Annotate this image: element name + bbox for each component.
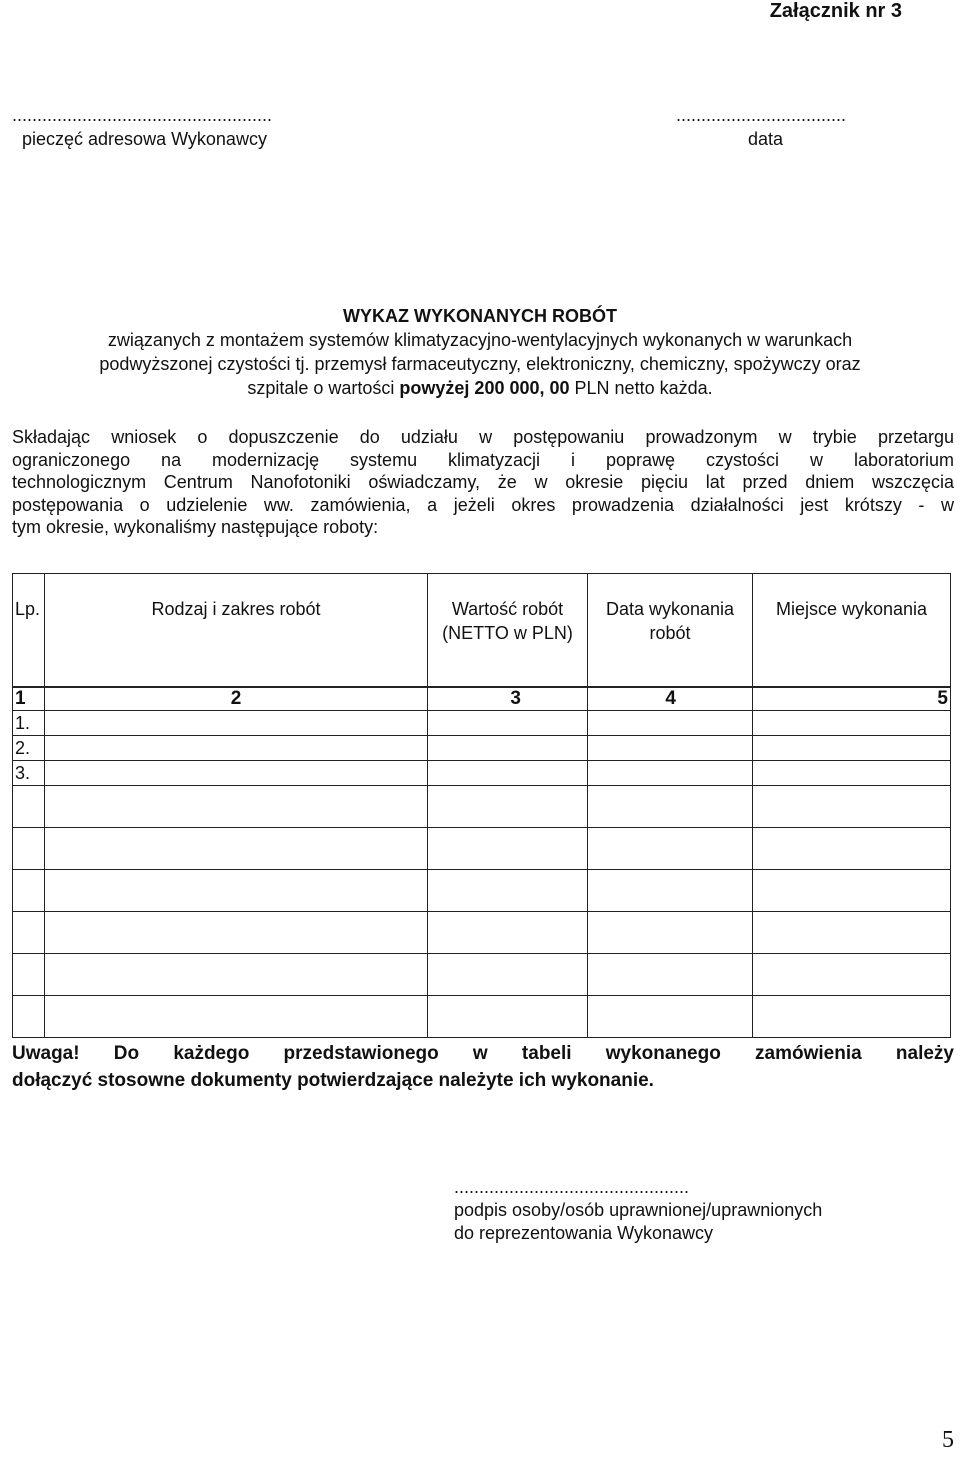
statement-line: ograniczonego na modernizację systemu klimatyzacji i poprawę czystości w laboratorium [12,449,954,470]
table-cell[interactable] [588,736,753,761]
statement-line: tym okresie, wykonaliśmy następujące roboty: [12,517,379,537]
works-table [12,573,951,1038]
table-cell[interactable] [428,912,588,954]
statement-paragraph [12,426,954,539]
statement-line: Składając wniosek o dopuszczenie do udziału w postępowaniu prowadzonym w trybie przetargu [12,427,954,447]
table-cell[interactable] [45,996,428,1038]
title-line-4-c: PLN netto każda. [569,378,713,398]
table-row [13,786,951,828]
table-row [13,912,951,954]
table-cell[interactable] [45,912,428,954]
stamp-dotted-line: .................................................... [12,105,273,125]
document-title: WYKAZ WYKONANYCH ROBÓT [343,306,617,326]
table-cell[interactable] [428,761,588,786]
row-index: 3. [13,761,45,786]
table-cell[interactable] [13,996,45,1038]
column-number: 2 [45,687,428,711]
row-index: 2. [13,736,45,761]
table-cell[interactable] [753,996,951,1038]
header-date: Data wykonania robót [588,574,753,688]
table-cell[interactable] [45,786,428,828]
warning-line: Uwaga! Do każdego przedstawionego w tabeli wykonanego zamówienia należy [12,1043,954,1064]
table-cell[interactable] [588,912,753,954]
table-row [13,736,951,761]
table-row [13,761,951,786]
table-cell[interactable] [753,736,951,761]
column-number: 5 [753,687,951,711]
table-cell[interactable] [588,828,753,870]
table-cell[interactable] [45,736,428,761]
table-cell[interactable] [13,828,45,870]
table-cell[interactable] [753,954,951,996]
column-number: 3 [428,687,588,711]
table-cell[interactable] [428,954,588,996]
table-cell[interactable] [753,912,951,954]
table-cell[interactable] [45,711,428,736]
table-row [13,954,951,996]
table-cell[interactable] [753,870,951,912]
table-cell[interactable] [588,711,753,736]
row-index: 1. [13,711,45,736]
annex-label: Załącznik nr 3 [769,0,902,22]
table-cell[interactable] [428,711,588,736]
header-type: Rodzaj i zakres robót [45,574,428,688]
signature-label-2: do reprezentowania Wykonawcy [454,1223,713,1243]
table-cell[interactable] [588,761,753,786]
table-cell[interactable] [13,870,45,912]
table-row [13,996,951,1038]
table-cell[interactable] [428,870,588,912]
table-cell[interactable] [45,870,428,912]
signature-dotted-line: ............................................... [454,1177,690,1197]
table-cell[interactable] [588,996,753,1038]
title-line-2: związanych z montażem systemów klimatyzacyjno-wentylacyjnych wykonanych w warunkach [107,330,853,350]
title-line-4-a: szpitale o wartości [247,378,400,398]
table-cell[interactable] [45,761,428,786]
table-cell[interactable] [428,786,588,828]
table-cell[interactable] [753,711,951,736]
table-number-row [13,687,951,711]
table-cell[interactable] [428,736,588,761]
title-line-3: podwyższonej czystości tj. przemysł farmaceutyczny, elektroniczny, chemiczny, spożywczy oraz [99,354,861,374]
table-header-row [13,574,951,688]
column-number: 1 [13,687,45,711]
table-cell[interactable] [13,954,45,996]
document-title-block [0,305,960,399]
warning-line: dołączyć stosowne dokumenty potwierdzające należyte ich wykonanie. [12,1070,654,1091]
title-amount: powyżej 200 000, 00 [399,378,570,398]
date-label: data [748,129,784,149]
statement-line: technologicznym Centrum Nanofotoniki oświadczamy, że w okresie pięciu lat przed dniem wszczęcia [12,472,954,492]
table-cell[interactable] [753,761,951,786]
title-line-4 [0,375,960,399]
stamp-label: pieczęć adresowa Wykonawcy [22,129,267,149]
signature-label: podpis osoby/osób uprawnionej/uprawnionych [454,1200,823,1220]
table-cell[interactable] [753,786,951,828]
table-cell[interactable] [588,954,753,996]
warning-note [12,1040,954,1094]
header-value: Wartość robót (NETTO w PLN) [428,574,588,688]
column-number: 4 [588,687,753,711]
header-lp: Lp. [13,574,45,688]
table-cell[interactable] [45,828,428,870]
table-cell[interactable] [588,786,753,828]
table-cell[interactable] [45,954,428,996]
header-place: Miejsce wykonania [753,574,951,688]
page-number: 5 [942,1427,954,1453]
date-dotted-line: .................................. [676,105,847,125]
statement-line: postępowania o udzielenie ww. zamówienia, a jeżeli okres prowadzenia działalności jest krótszy - w [12,494,954,515]
table-row [13,711,951,736]
table-cell[interactable] [428,828,588,870]
table-row [13,828,951,870]
table-cell[interactable] [13,786,45,828]
table-row [13,870,951,912]
table-cell[interactable] [428,996,588,1038]
table-cell[interactable] [13,912,45,954]
table-cell[interactable] [588,870,753,912]
table-cell[interactable] [753,828,951,870]
